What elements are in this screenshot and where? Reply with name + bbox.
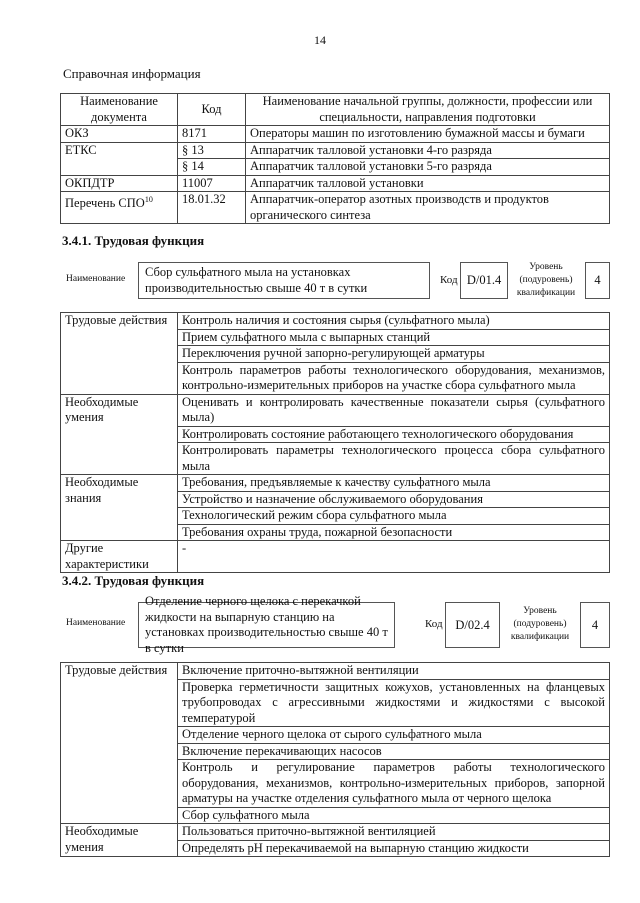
group-label: Трудовые действия: [61, 313, 178, 395]
table-row: [61, 313, 610, 330]
footnote-ref: 10: [144, 195, 153, 204]
level-label: Уровень (подуровень) квалификации: [510, 606, 570, 642]
reference-title: Справочная информация: [63, 66, 201, 81]
doc-text: Перечень СПО: [65, 196, 145, 211]
code-label: Код: [440, 273, 458, 286]
group-item: Отделение черного щелока от сырого сульфатного мыла: [178, 727, 610, 744]
function-name: Сбор сульфатного мыла на установках производительностью свыше 40 т в сутки: [138, 262, 430, 299]
code-cell: 8171: [178, 126, 246, 143]
code-label: Код: [425, 618, 443, 630]
group-item: -: [178, 541, 610, 573]
doc-cell: ОКЗ: [61, 126, 178, 143]
name-cell: Аппаратчик талловой установки 4-го разряда: [246, 142, 610, 159]
group-item: Контролировать параметры технологического процесса сбора сульфатного мыла: [178, 443, 610, 475]
function-table: [60, 662, 610, 857]
doc-cell: ОКПДТР: [61, 175, 178, 192]
group-item: Переключения ручной запорно-регулирующей арматуры: [178, 346, 610, 363]
doc-cell: ЕТКС: [61, 142, 178, 175]
function-name: Отделение черного щелока с перекачкой жидкости на выпарную станцию на установках производительностью свыше 40 т в сутки: [138, 602, 395, 648]
group-item: Контроль и регулирование параметров работы технологического оборудования, механизмов, контрольно-измерительных приборов, запорной арматуры на участке отделения сульфатного мыла от черного щелока: [178, 760, 610, 808]
reference-header-row: [61, 94, 610, 126]
group-item: Требования охраны труда, пожарной безопасности: [178, 524, 610, 541]
reference-table: [60, 93, 610, 224]
header-document: Наименование документа: [61, 94, 178, 126]
code-cell: § 13: [178, 142, 246, 159]
group-label: Другие характеристики: [61, 541, 178, 573]
group-item: Проверка герметичности защитных кожухов, установленных на фланцевых трубопроводах с агрессивными жидкостями и жидкостями с высокой температурой: [178, 679, 610, 727]
group-item: Требования, предъявляемые к качеству сульфатного мыла: [178, 475, 610, 492]
header-name: Наименование начальной группы, должности, профессии или специальности, направления подготовки: [246, 94, 610, 126]
group-item: Устройство и назначение обслуживаемого оборудования: [178, 491, 610, 508]
name-label: Наименование: [66, 273, 126, 284]
name-label: Наименование: [66, 618, 126, 628]
name-cell: Операторы машин по изготовлению бумажной массы и бумаги: [246, 126, 610, 143]
function-heading: 3.4.1. Трудовая функция: [62, 233, 205, 248]
group-label: Трудовые действия: [61, 663, 178, 824]
table-row: [61, 175, 610, 192]
group-label: Необходимые умения: [61, 394, 178, 475]
table-row: [61, 541, 610, 573]
group-item: Оценивать и контролировать качественные показатели сырья (сульфатного мыла): [178, 394, 610, 426]
name-cell: Аппаратчик талловой установки: [246, 175, 610, 192]
group-item: Контроль параметров работы технологического оборудования, механизмов, контрольно-измерительных приборов на участке сбора сульфатного мыла: [178, 362, 610, 394]
name-cell: Аппаратчик-оператор азотных производств и продуктов органического синтеза: [246, 192, 610, 224]
doc-cell: [61, 192, 178, 224]
group-label: Необходимые знания: [61, 475, 178, 541]
group-item: Технологический режим сбора сульфатного мыла: [178, 508, 610, 525]
function-table: [60, 312, 610, 573]
group-item: Контроль наличия и состояния сырья (сульфатного мыла): [178, 313, 610, 330]
group-item: Определять pH перекачиваемой на выпарную станцию жидкости: [178, 840, 610, 857]
group-item: Сбор сульфатного мыла: [178, 807, 610, 824]
code-cell: § 14: [178, 159, 246, 176]
group-item: Контролировать состояние работающего технологического оборудования: [178, 426, 610, 443]
name-cell: Аппаратчик талловой установки 5-го разряда: [246, 159, 610, 176]
qualification-level: 4: [585, 262, 610, 299]
function-code: D/02.4: [445, 602, 500, 648]
group-item: Включение приточно-вытяжной вентиляции: [178, 663, 610, 680]
table-row: [61, 475, 610, 492]
code-cell: 18.01.32: [178, 192, 246, 224]
group-item: Прием сульфатного мыла с выпарных станций: [178, 329, 610, 346]
table-row: [61, 142, 610, 159]
group-label: Необходимые умения: [61, 824, 178, 857]
group-item: Включение перекачивающих насосов: [178, 743, 610, 760]
function-code: D/01.4: [460, 262, 508, 299]
qualification-level: 4: [580, 602, 610, 648]
table-row: [61, 192, 610, 224]
table-row: [61, 824, 610, 841]
header-code: Код: [178, 94, 246, 126]
level-label: Уровень (подуровень) квалификации: [516, 261, 576, 298]
table-row: [61, 394, 610, 426]
page-number: 14: [314, 33, 326, 47]
function-heading: 3.4.2. Трудовая функция: [62, 573, 205, 588]
table-row: [61, 663, 610, 680]
code-cell: 11007: [178, 175, 246, 192]
group-item: Пользоваться приточно-вытяжной вентиляцией: [178, 824, 610, 841]
table-row: [61, 126, 610, 143]
